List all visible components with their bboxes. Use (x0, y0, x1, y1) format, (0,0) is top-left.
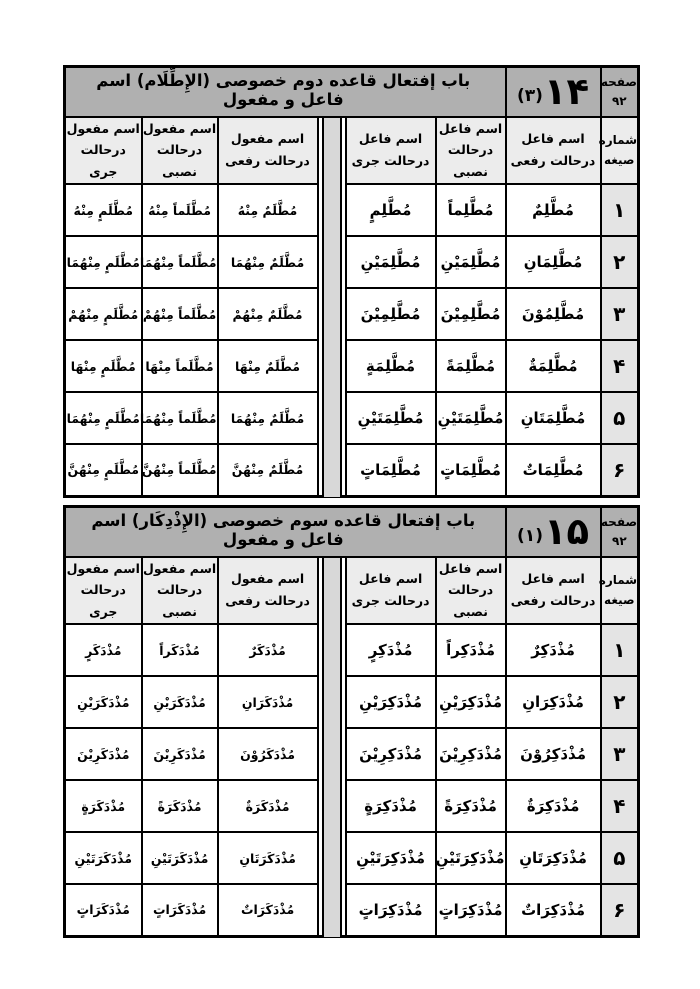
passive-nominative-cell: مُطَّلَمٌ مِنْهَا (218, 340, 318, 392)
row-number-cell: ۲ (601, 236, 639, 288)
table-row (65, 444, 639, 496)
table-row (65, 236, 639, 288)
serial-header-line2: صیغه (603, 153, 635, 168)
passive-nominative-cell: مُذْدَكَرَاتٌ (218, 884, 318, 936)
lesson-number: ۱۵ (543, 510, 590, 554)
table-title: باب إفتعال قاعده دوم خصوصی (الإِطِّلَام) اسم فاعل و مفعول (65, 67, 506, 117)
passive-accusative-cell: مُطَّلَماً مِنْهُ (142, 184, 218, 236)
table-row (65, 392, 639, 444)
table-row (65, 288, 639, 340)
active-accusative-cell: مُذْدَكِرَتَيْنِ (436, 832, 506, 884)
table-row (65, 340, 639, 392)
passive-nominative-cell: مُذْدَكَرُوْنَ (218, 728, 318, 780)
passive-nominative-cell: مُطَّلَمٌ مِنْهُمَا (218, 392, 318, 444)
passive-genitive-cell: مُطَّلَمٍ مِنْهُمْ (65, 288, 142, 340)
active-accusative-cell: مُذْدَكِرَيْنِ (436, 676, 506, 728)
active-genitive-cell: مُطَّلِمَاتٍ (346, 444, 436, 496)
header-active-genitive: اسم فاعل درحالت جری (346, 557, 436, 625)
passive-genitive-cell: مُطَّلَمٍ مِنْهُمَا (65, 236, 142, 288)
lesson-number: ۱۴ (543, 70, 590, 114)
row-number-cell: ۵ (601, 392, 639, 444)
lesson-number-sub: (۳) (516, 86, 543, 107)
active-nominative-cell: مُطَّلِمَانِ (506, 236, 601, 288)
active-nominative-cell: مُذْدَكِرَةٌ (506, 780, 601, 832)
active-nominative-cell: مُطَّلِمٌ (506, 184, 601, 236)
passive-genitive-cell: مُذْدَكَرَتَيْنِ (65, 832, 142, 884)
section-separator (318, 117, 346, 497)
passive-accusative-cell: مُذْدَكَرَتَيْنِ (142, 832, 218, 884)
row-number-cell: ۳ (601, 728, 639, 780)
active-genitive-cell: مُذْدَكِرٍ (346, 624, 436, 676)
passive-accusative-cell: مُذْدَكَرِيْنَ (142, 728, 218, 780)
active-accusative-cell: مُطَّلِمَةً (436, 340, 506, 392)
active-accusative-cell: مُطَّلِماً (436, 184, 506, 236)
serial-header-cell (598, 117, 639, 185)
active-nominative-cell: مُذْدَكِرٌ (506, 624, 601, 676)
passive-nominative-cell: مُذْدَكَرَتَانِ (218, 832, 318, 884)
active-nominative-cell: مُطَّلِمَاتٌ (506, 444, 601, 496)
table-row (65, 728, 639, 780)
active-accusative-cell: مُذْدَكِرَاتٍ (436, 884, 506, 936)
header-passive-genitive: اسم مفعول درحالت جری (65, 117, 142, 185)
row-number-cell: ۳ (601, 288, 639, 340)
header-passive-nominative: اسم مفعول درحالت رفعی (218, 557, 318, 625)
lesson-number-sub: (۱) (517, 526, 543, 547)
active-genitive-cell: مُذْدَكِرَةٍ (346, 780, 436, 832)
serial-header-line1: شماره (598, 572, 638, 587)
table-row (65, 676, 639, 728)
row-number-cell: ۴ (601, 780, 639, 832)
active-genitive-cell: مُذْدَكِرَاتٍ (346, 884, 436, 936)
active-accusative-cell: مُذْدَكِرِيْنَ (436, 728, 506, 780)
active-nominative-cell: مُطَّلِمَةٌ (506, 340, 601, 392)
active-nominative-cell: مُطَّلِمُوْنَ (506, 288, 601, 340)
active-genitive-cell: مُطَّلِمَتَيْنِ (346, 392, 436, 444)
row-number-cell: ۶ (601, 444, 639, 496)
row-number-cell: ۱ (601, 624, 639, 676)
passive-accusative-cell: مُذْدَكَراً (142, 624, 218, 676)
header-active-accusative: اسم فاعل درحالت نصبی (436, 117, 506, 185)
active-genitive-cell: مُطَّلِمٍ (346, 184, 436, 236)
active-nominative-cell: مُذْدَكِرَاتٌ (506, 884, 601, 936)
passive-nominative-cell: مُطَّلَمٌ مِنْهُمَا (218, 236, 318, 288)
lesson-number-cell (506, 67, 601, 117)
active-accusative-cell: مُذْدَكِرَةً (436, 780, 506, 832)
header-passive-nominative: اسم مفعول درحالت رفعی (218, 117, 318, 185)
active-nominative-cell: مُطَّلِمَتَانِ (506, 392, 601, 444)
row-number-cell: ۱ (601, 184, 639, 236)
passive-accusative-cell: مُطَّلَماً مِنْهَا (142, 340, 218, 392)
table-title: باب إفتعال قاعده سوم خصوصی (الإِذْدِكَار) اسم فاعل و مفعول (65, 507, 506, 557)
table-row (65, 832, 639, 884)
passive-accusative-cell: مُطَّلَماً مِنْهُنَّ (142, 444, 218, 496)
page-label: صفحه (600, 514, 638, 529)
passive-genitive-cell: مُذْدَكَرٍ (65, 624, 142, 676)
passive-nominative-cell: مُطَّلَمٌ مِنْهُمْ (218, 288, 318, 340)
passive-genitive-cell: مُطَّلَمٍ مِنْهُ (65, 184, 142, 236)
active-nominative-cell: مُذْدَكِرَانِ (506, 676, 601, 728)
separator-bar (322, 118, 342, 497)
passive-accusative-cell: مُذْدَكَرَةً (142, 780, 218, 832)
active-accusative-cell: مُذْدَكِراً (436, 624, 506, 676)
passive-genitive-cell: مُطَّلَمٍ مِنْهُنَّ (65, 444, 142, 496)
row-number-cell: ۶ (601, 884, 639, 936)
active-genitive-cell: مُذْدَكِرَتَيْنِ (346, 832, 436, 884)
header-active-nominative: اسم فاعل درحالت رفعی (506, 117, 601, 185)
active-accusative-cell: مُطَّلِمَاتٍ (436, 444, 506, 496)
row-number-cell: ۵ (601, 832, 639, 884)
header-passive-accusative: اسم مفعول درحالت نصبی (142, 557, 218, 625)
passive-accusative-cell: مُطَّلَماً مِنْهُمَا (142, 236, 218, 288)
serial-header-cell (598, 557, 639, 625)
active-genitive-cell: مُطَّلِمِيْنَ (346, 288, 436, 340)
serial-header-line1: شماره (598, 132, 638, 147)
row-number-cell: ۲ (601, 676, 639, 728)
section-separator (318, 557, 346, 937)
active-genitive-cell: مُطَّلِمَيْنِ (346, 236, 436, 288)
header-active-accusative: اسم فاعل درحالت نصبی (436, 557, 506, 625)
active-accusative-cell: مُطَّلِمَيْنِ (436, 236, 506, 288)
passive-nominative-cell: مُذْدَكَرَةٌ (218, 780, 318, 832)
active-genitive-cell: مُطَّلِمَةٍ (346, 340, 436, 392)
passive-accusative-cell: مُذْدَكَرَيْنِ (142, 676, 218, 728)
active-accusative-cell: مُطَّلِمِيْنَ (436, 288, 506, 340)
page-label: صفحه (600, 74, 638, 89)
passive-genitive-cell: مُذْدَكَرَاتٍ (65, 884, 142, 936)
passive-accusative-cell: مُطَّلَماً مِنْهُمَا (142, 392, 218, 444)
table-row (65, 884, 639, 936)
passive-genitive-cell: مُطَّلَمٍ مِنْهَا (65, 340, 142, 392)
page-number: ۹۲ (612, 533, 627, 548)
active-nominative-cell: مُذْدَكِرَتَانِ (506, 832, 601, 884)
table-row (65, 624, 639, 676)
header-active-genitive: اسم فاعل درحالت جری (346, 117, 436, 185)
passive-genitive-cell: مُذْدَكَرَةٍ (65, 780, 142, 832)
passive-nominative-cell: مُذْدَكَرَانِ (218, 676, 318, 728)
lesson-number-cell (506, 507, 601, 557)
header-passive-accusative: اسم مفعول درحالت نصبی (142, 117, 218, 185)
passive-genitive-cell: مُطَّلَمٍ مِنْهُمَا (65, 392, 142, 444)
table-row (65, 780, 639, 832)
active-genitive-cell: مُذْدَكِرِيْنَ (346, 728, 436, 780)
header-active-nominative: اسم فاعل درحالت رفعی (506, 557, 601, 625)
passive-genitive-cell: مُذْدَكَرِيْنَ (65, 728, 142, 780)
separator-bar (322, 558, 342, 937)
table-row (65, 184, 639, 236)
passive-accusative-cell: مُطَّلَماً مِنْهُمْ (142, 288, 218, 340)
page-number-cell (601, 67, 639, 117)
conjugation-table-15 (63, 505, 640, 938)
active-genitive-cell: مُذْدَكِرَيْنِ (346, 676, 436, 728)
passive-nominative-cell: مُطَّلَمٌ مِنْهُ (218, 184, 318, 236)
serial-header-line2: صیغه (604, 593, 635, 608)
active-accusative-cell: مُطَّلِمَتَيْنِ (436, 392, 506, 444)
page-number-cell (601, 507, 639, 557)
active-nominative-cell: مُذْدَكِرُوْنَ (506, 728, 601, 780)
header-passive-genitive: اسم مفعول درحالت جری (65, 557, 142, 625)
passive-nominative-cell: مُذْدَكَرٌ (218, 624, 318, 676)
row-number-cell: ۴ (601, 340, 639, 392)
passive-genitive-cell: مُذْدَكَرَيْنِ (65, 676, 142, 728)
conjugation-table-14 (63, 65, 640, 498)
passive-nominative-cell: مُطَّلَمٌ مِنْهُنَّ (218, 444, 318, 496)
page-number: ۹۲ (611, 93, 627, 108)
passive-accusative-cell: مُذْدَكَرَاتٍ (142, 884, 218, 936)
